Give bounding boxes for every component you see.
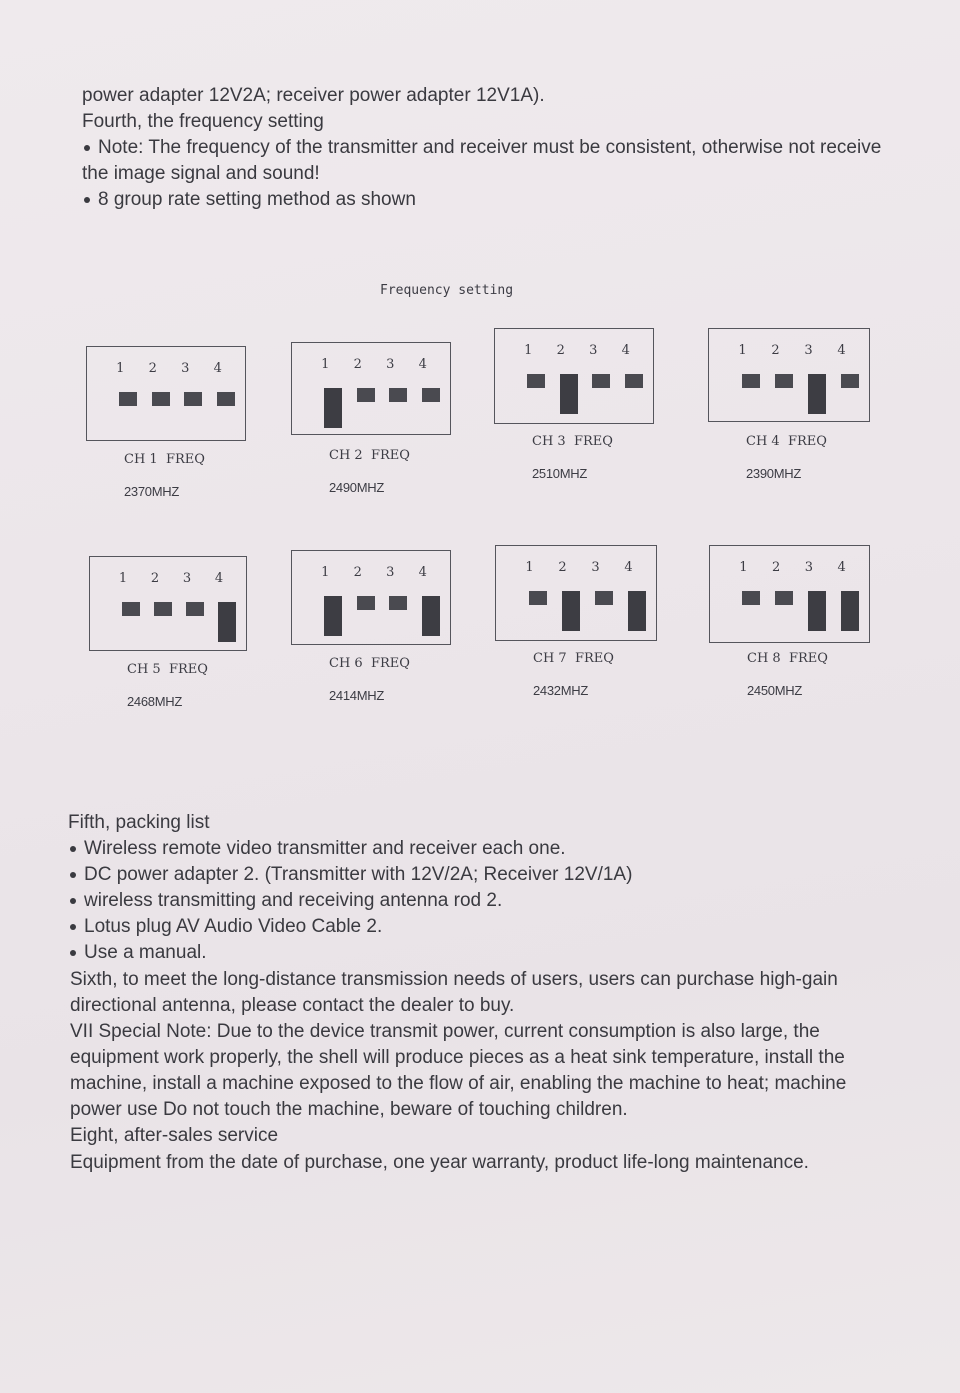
frequency-value: 2414MHZ [329,688,384,703]
switch-off [775,374,793,388]
switch-on [808,591,826,631]
pin-number: 2 [148,361,157,376]
dip-switch-box-ch5 [89,556,247,651]
dip-switch-box-ch8 [709,545,870,643]
dip-switch-box-ch7 [495,545,657,641]
frequency-value: 2490MHZ [329,480,384,495]
bottom-text-line: wireless transmitting and receiving antenna rod 2. [70,891,502,910]
bottom-text-line: Lotus plug AV Audio Video Cable 2. [70,917,382,936]
switch-off [154,602,172,616]
bottom-text-line: Eight, after-sales service [70,1125,279,1146]
bottom-text-line: power use Do not touch the machine, beware of touching children. [70,1099,628,1120]
bottom-text-line: Wireless remote video transmitter and receiver each one. [70,839,566,858]
switch-on [841,591,859,631]
switch-off [592,374,610,388]
switch-off [357,388,375,402]
bottom-text-line: Use a manual. [70,943,207,962]
switch-on [324,388,342,428]
channel-label: CH 1 FREQ [124,452,205,467]
switch-off [389,388,407,402]
pin-number: 4 [213,361,222,376]
switch-off [529,591,547,605]
pin-number: 2 [150,571,160,586]
switch-off [357,596,375,610]
channel-label: CH 5 FREQ [127,662,208,677]
top-text-line: power adapter 12V2A; receiver power adapter 12V1A). [82,85,545,106]
pin-number: 2 [556,343,565,358]
pin-number: 4 [837,343,846,358]
bottom-text-line: VII Special Note: Due to the device transmit power, current consumption is also large, the [70,1021,820,1042]
channel-label: CH 4 FREQ [746,434,827,449]
pin-number: 3 [182,571,192,586]
pin-number: 2 [771,560,781,575]
top-text-line: Fourth, the frequency setting [82,111,324,132]
pin-number: 1 [524,343,533,358]
channel-label: CH 2 FREQ [329,448,410,463]
frequency-value: 2390MHZ [746,466,801,481]
dip-switch-box-ch6 [291,550,451,645]
switch-off [742,591,760,605]
switch-off [422,388,440,402]
top-text-line: Note: The frequency of the transmitter and receiver must be consistent, otherwise not receive [84,138,881,157]
switch-on [562,591,580,631]
switch-on [808,374,826,414]
switch-off [841,374,859,388]
pin-number: 3 [386,357,395,372]
pin-number: 1 [525,560,534,575]
pin-number: 4 [418,357,427,372]
switch-off [389,596,407,610]
bottom-text-line: DC power adapter 2. (Transmitter with 12V/2A; Receiver 12V/1A) [70,865,632,884]
pin-number: 1 [738,343,747,358]
frequency-value: 2370MHZ [124,484,179,499]
pin-number: 3 [386,565,395,580]
switch-on [560,374,578,414]
bottom-text-line: Equipment from the date of purchase, one year warranty, product life-long maintenance. [70,1152,809,1173]
pin-number: 1 [321,357,330,372]
switch-on [422,596,440,636]
dip-switch-box-ch4 [708,328,870,422]
channel-label: CH 3 FREQ [532,434,613,449]
frequency-value: 2468MHZ [127,694,182,709]
switch-off [186,602,204,616]
bottom-text-line: Sixth, to meet the long-distance transmission needs of users, users can purchase high-gain [70,969,838,990]
bottom-text-line: directional antenna, please contact the dealer to buy. [70,995,515,1016]
channel-label: CH 6 FREQ [329,656,410,671]
top-text-line: 8 group rate setting method as shown [84,190,416,209]
pin-number: 1 [118,571,128,586]
dip-switch-box-ch2 [291,342,451,435]
pin-number: 4 [621,343,630,358]
pin-number: 3 [591,560,600,575]
bottom-text-line: Fifth, packing list [68,812,210,833]
switch-off [775,591,793,605]
switch-off [119,392,137,406]
channel-label: CH 7 FREQ [533,651,614,666]
pin-number: 4 [214,571,224,586]
switch-on [324,596,342,636]
pin-number: 2 [771,343,780,358]
pin-number: 1 [321,565,330,580]
dip-switch-box-ch3 [494,328,654,424]
pin-number: 4 [624,560,633,575]
pin-number: 4 [418,565,427,580]
switch-off [217,392,235,406]
frequency-value: 2432MHZ [533,683,588,698]
bottom-text-line: equipment work properly, the shell will produce pieces as a heat sink temperature, install the [70,1047,845,1068]
pin-number: 3 [589,343,598,358]
channel-label: CH 8 FREQ [747,651,828,666]
diagram-title: Frequency setting [380,283,514,298]
bottom-text-line: machine, install a machine exposed to the flow of air, enabling the machine to heat; machine [70,1073,847,1094]
switch-off [152,392,170,406]
pin-number: 4 [837,560,846,575]
top-text-line: the image signal and sound! [82,163,320,184]
pin-number: 1 [116,361,125,376]
switch-off [122,602,140,616]
switch-off [184,392,202,406]
switch-on [218,602,236,642]
pin-number: 2 [353,565,362,580]
switch-on [628,591,646,631]
switch-off [625,374,643,388]
pin-number: 3 [181,361,190,376]
switch-off [742,374,760,388]
pin-number: 2 [558,560,567,575]
switch-off [595,591,613,605]
frequency-value: 2510MHZ [532,466,587,481]
dip-switch-box-ch1 [86,346,246,441]
pin-number: 1 [739,560,748,575]
frequency-value: 2450MHZ [747,683,802,698]
switch-off [527,374,545,388]
pin-number: 3 [804,560,814,575]
pin-number: 3 [804,343,813,358]
pin-number: 2 [353,357,362,372]
